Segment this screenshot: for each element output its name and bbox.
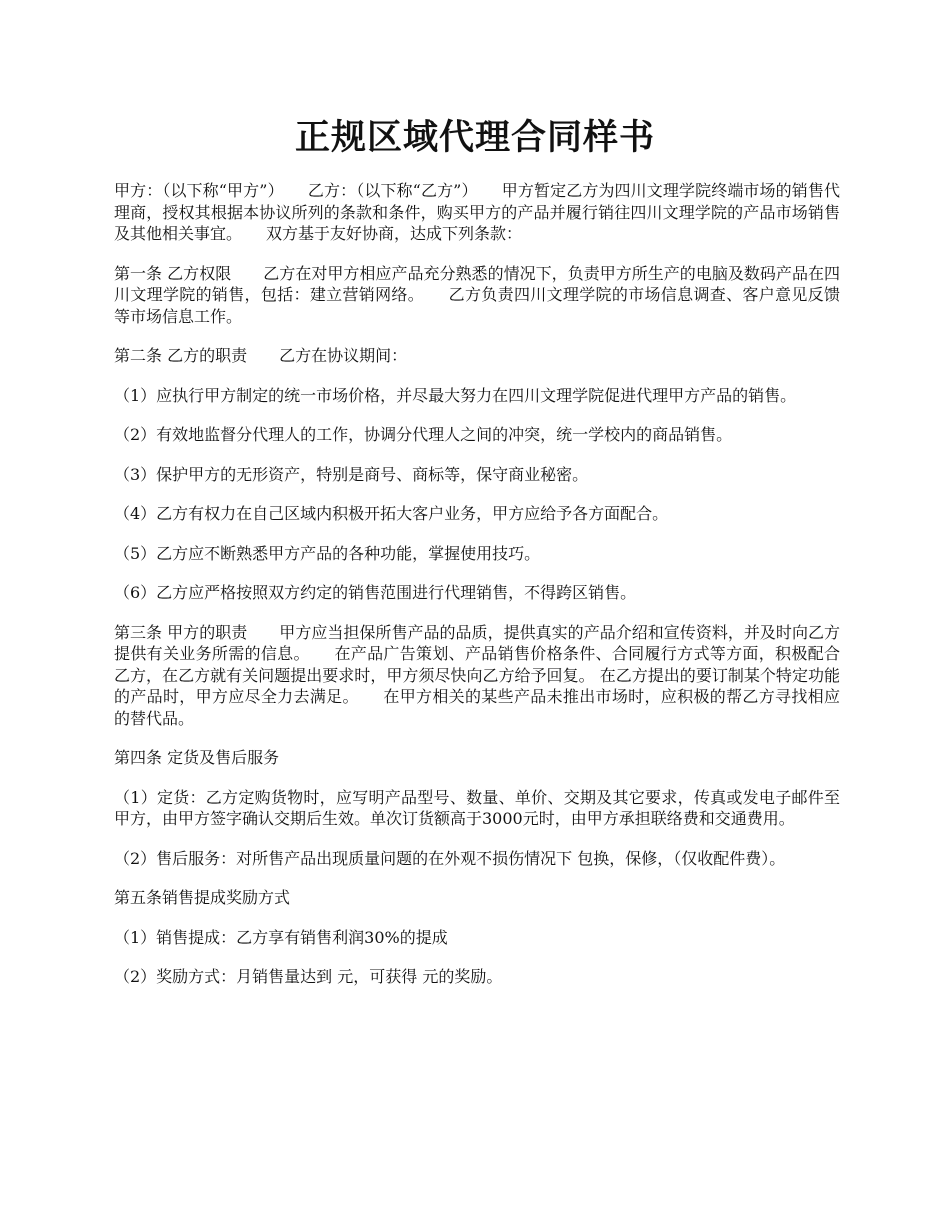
paragraph-item-2: （2）有效地监督分代理人的工作，协调分代理人之间的冲突，统一学校内的商品销售。 [114,425,733,444]
document-body [114,180,840,1006]
paragraph-article-1: 第一条 乙方权限 乙方在对甲方相应产品充分熟悉的情况下，负责甲方所生产的电脑及数码产品在四川文理学院的销售，包括：建立营销网络。 乙方负责四川文理学院的市场信息调查、客户意见反馈等市场信息工作。 [114,263,840,326]
paragraph-commission: （1）销售提成：乙方享有销售利润30%的提成 [114,927,448,947]
paragraph-parties: 甲方：（以下称“甲方”） 乙方：（以下称“乙方”） 甲方暂定乙方为四川文理学院终端市场的销售代理商，授权其根据本协议所列的条款和条件，购买甲方的产品并履行销往四川文理学院的产品市场销售及其他相关事宜。 双方基于友好协商，达成下列条款： [114,181,840,243]
paragraph-article-2: 第二条 乙方的职责 乙方在协议期间： [114,346,408,365]
paragraph-ordering: （1）定货：乙方定购货物时，应写明产品型号、数量、单价、交期及其它要求，传真或发电子邮件至甲方，由甲方签字确认交期后生效。单次订货额高于3000元时，由甲方承担联络费和交通费用。 [114,787,840,828]
paragraph-item-4: （4）乙方有权力在自己区域内积极开拓大客户业务，甲方应给予各方面配合。 [114,504,669,523]
paragraph-after-sales: （2）售后服务：对所售产品出现质量问题的在外观不损伤情况下 包换，保修，（仅收配件费）。 [114,848,786,868]
paragraph-item-3: （3）保护甲方的无形资产，特别是商号、商标等，保守商业秘密。 [114,464,589,484]
paragraph-item-1: （1）应执行甲方制定的统一市场价格，并尽最大努力在四川文理学院促进代理甲方产品的销售。 [114,385,797,405]
paragraph-reward: （2）奖励方式：月销售量达到 元，可获得 元的奖励。 [114,967,503,986]
paragraph-item-6: （6）乙方应严格按照双方约定的销售范围进行代理销售，不得跨区销售。 [114,583,637,602]
paragraph-article-4: 第四条 定货及售后服务 [114,748,280,767]
paragraph-article-5: 第五条销售提成奖励方式 [114,888,291,907]
paragraph-item-5: （5）乙方应不断熟悉甲方产品的各种功能，掌握使用技巧。 [114,543,541,563]
document-title: 正规区域代理合同样书 [294,117,655,158]
paragraph-article-3: 第三条 甲方的职责 甲方应当担保所售产品的品质，提供真实的产品介绍和宣传资料，并及时向乙方提供有关业务所需的信息。 在产品广告策划、产品销售价格条件、合同履行方式等方面，积极配合乙方，在乙方就有关问题提出要求时，甲方须尽快向乙方给予回复。 在乙方提出的要订制某个特定功能的产品时，甲方应尽全力去满足。 在甲方相关的某些产品未推出市场时，应积极的帮乙方寻找相应的替代品。 [114,622,840,728]
